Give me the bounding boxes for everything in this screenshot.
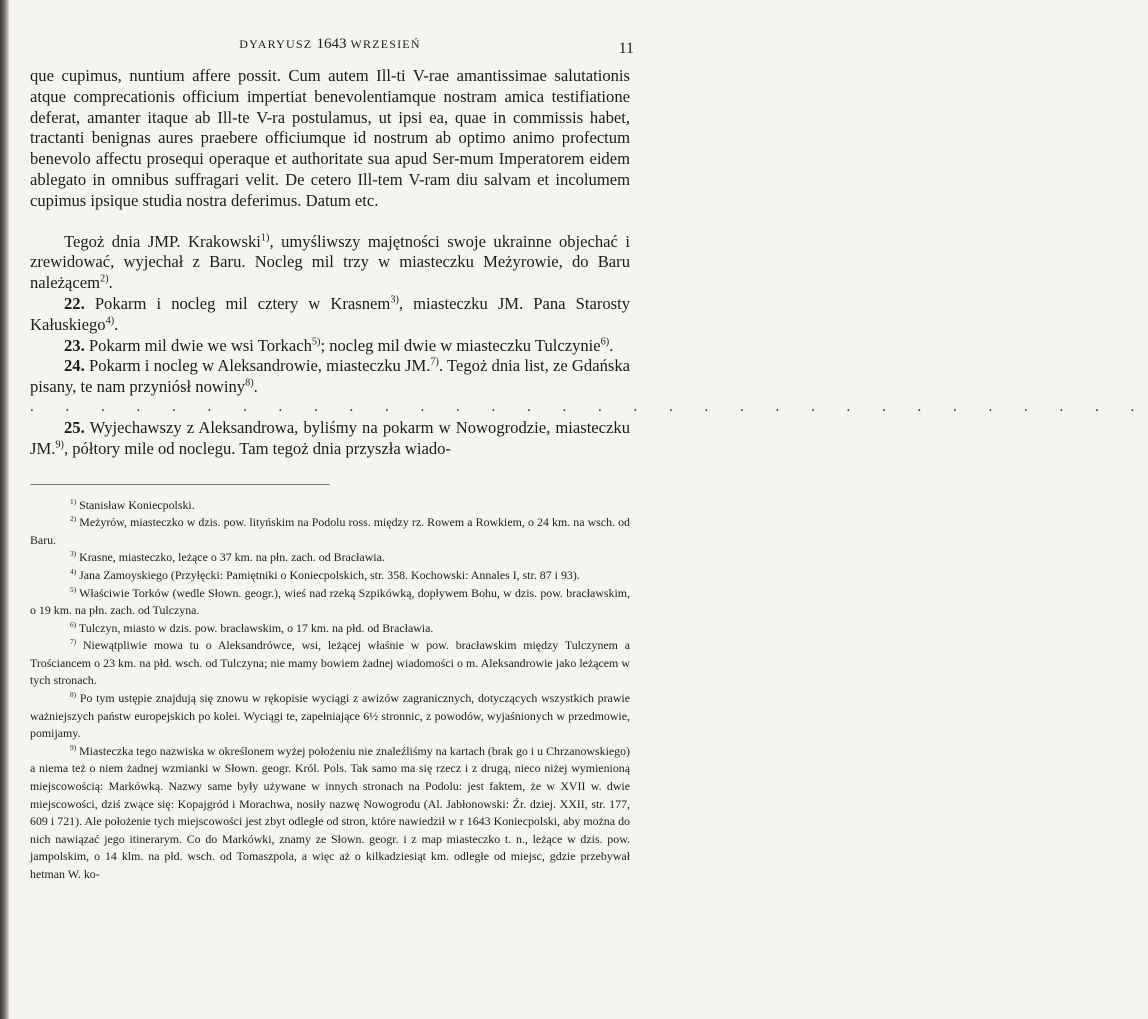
footnote-mark: 8) (70, 690, 77, 700)
footnote-text: Meżyrów, miasteczko w dzis. pow. lityńskim na Podolu ross. między rz. Rowem a Rowkiem, o 24 km. na wsch. od Baru. (30, 515, 630, 547)
text-run: Tegoż dnia JMP. Krakowski (64, 231, 261, 251)
main-text (30, 66, 1148, 460)
text-run: . (114, 314, 119, 334)
footnote-mark: 7) (70, 637, 77, 647)
footnote-mark: 9) (70, 742, 77, 752)
footnote-text: Po tym ustępie znajdują się znowu w rękopisie wyciągi z awizów zagranicznych, dotyczących wszystkich prawie ważniejszych państw europejskich po kolei. Wyciągi te, zapełniające 6½ stronnic, z powodów, wyjaśnionych w przedmowie, pomijamy. (30, 691, 630, 741)
text-run: . (253, 377, 258, 397)
entry-day-22 (30, 294, 630, 336)
text-run: , półtory mile od noclegu. Tam tegoż dnia przyszła wiado- (63, 438, 451, 458)
footnote-mark: 5) (70, 584, 77, 594)
footnote-ref-3: 3) (390, 294, 399, 306)
footnote-mark: 4) (70, 566, 77, 576)
entry-day-25 (30, 418, 630, 460)
footnote-text: Jana Zamoyskiego (Przyłęcki: Pamiętniki o Koniecpolskich, str. 358. Kochowski: Annales I, str. 87 i 93). (76, 567, 580, 582)
text-run: , miasteczku JM. Pana Starosty Kałuskiego (30, 293, 631, 334)
text-run: Pokarm mil dwie we wsi Torkach (84, 335, 312, 355)
footnote-text: Niewątpliwie mowa tu o Aleksandrówce, wsi, leżącej właśnie w pow. bracławskim między Tulczynem a Trościancem o 23 km. na płd. wsch. od Tulczyna; nie mamy bowiem żadnej wiadomości o m. Aleksandrowie jako leżącem w tych stronach. (30, 638, 630, 688)
footnote-7 (30, 637, 630, 690)
footnote-ref-1: 1) (260, 232, 270, 244)
text-run: . (108, 273, 113, 293)
footnote-mark: 1) (70, 496, 77, 506)
ellipsis-row: . . . . . . . . . . . . . . . . . . . . . . . . . . . . . . . . (30, 398, 1148, 415)
paragraph-gap (30, 212, 630, 232)
footnote-divider (30, 484, 330, 485)
page (30, 36, 1148, 884)
footnote-mark: 6) (70, 619, 77, 629)
header-year: 1643 (316, 36, 347, 52)
footnote-ref-6: 6) (600, 336, 610, 348)
text-run: , umyśliwszy majętności swoje ukrainne objechać i zrewidować, wyjechał z Baru. Nocleg mil trzy w miasteczku Meżyrowie, do Baru należącem (30, 231, 631, 293)
footnote-2 (30, 514, 630, 549)
footnote-ref-4: 4) (105, 315, 115, 327)
footnote-ref-9: 9) (55, 439, 64, 451)
footnote-9 (30, 743, 630, 884)
footnote-5 (30, 585, 630, 620)
text-run: Pokarm i nocleg w Aleksandrowie, miasteczku JM. (84, 356, 431, 376)
footnote-4 (30, 567, 630, 585)
entry-day-24 (30, 356, 630, 398)
footnote-text: Tulczyn, miasto w dzis. pow. bracławskim, o 17 km. na płd. od Bracławia. (76, 620, 434, 635)
day-number: 22. (64, 293, 85, 313)
day-number: 24. (64, 356, 85, 376)
footnote-ref-8: 8) (245, 377, 254, 389)
paragraph-tegoz-dnia (30, 232, 630, 294)
entry-day-23 (30, 336, 630, 357)
day-number: 25. (64, 417, 85, 437)
footnote-3 (30, 549, 630, 567)
text-run: ; nocleg mil dwie w miasteczku Tulczynie (320, 335, 601, 355)
text-run: Pokarm i nocleg mil cztery w Krasnem (84, 293, 391, 313)
footnote-ref-5: 5) (311, 336, 321, 348)
book-binding-edge (0, 0, 9, 1019)
footnote-ref-7: 7) (430, 356, 439, 368)
text-run: . Tegoż dnia list, ze Gdańska pisany, te nam przyniósł nowiny (30, 356, 630, 397)
running-title (30, 36, 630, 53)
footnote-6 (30, 620, 630, 638)
header-title-right: WRZESIEŃ (350, 37, 421, 51)
text-run: . (609, 335, 614, 355)
latin-paragraph: que cupimus, nuntium affere possit. Cum autem Ill-ti V-rae amantissimae salutationis atque comprecationis officium impertiat benevolentiamque nostram amica testifiatione deferat, amanter itaque ab Ill-te V-ra postulamus, ut ipsi ea, quae in commissis habet, tractanti benignas aures praebere officiumque id nostrum ab optimo animo profectum benevolo affectu prosequi operaque et authoritate sua apud Ser-mum Imperatorem eidem ablegato in omnibus suffragari velit. De cetero Ill-tem V-ram diu salvam et incolumem cupimus ipsique studia nostra deferimus. Datum etc. (30, 66, 630, 210)
footnote-text: Właściwie Torków (wedle Słown. geogr.), wieś nad rzeką Szpikówką, dopływem Bohu, w dzis. pow. bracławskim, o 19 km. na płn. zach. od Tulczyna. (30, 585, 630, 618)
page-number: 11 (618, 40, 634, 57)
footnote-mark: 2) (70, 514, 77, 524)
running-header (30, 36, 634, 66)
text-run: Wyjechawszy z Aleksandrowa, byliśmy na pokarm w Nowogrodzie, miasteczku JM. (30, 417, 630, 458)
footnote-text: Miasteczka tego nazwiska w określonem wyżej położeniu nie znaleźliśmy na kartach (brak go i u Chrzanowskiego) a niema też o niem żadnej wzmianki w Słown. geogr. Król. Pols. Tak samo ma się rzecz i z drugą, nieco niżej wymienioną miejscowością: Markówką. Nazwy same były używane w innych stronach na Podolu: jest faktem, że w XVII w. dwie miejscowości, dziś zwące się: Kopajgród i Morachwa, nosiły nazwę Nowogrodu (Al. Jabłonowski: Źr. dziej. XXII, str. 177, 609 i 721). Ale położenie tych miejscowości jest zbyt odległe od stron, które nawiedził w r 1643 Koniecpolski, aby można do nich nawiązać jego itinerarym. Co do Markówki, znamy ze Słown. geogr. i z map miasteczko t. n., leżące w dzis. pow. jampolskim, o 14 klm. na płd. wsch. od Tomaszpola, a więc aż o kilkadziesiąt km. odległe od miejsc, gdzie przebywał hetman W. ko- (30, 743, 630, 882)
footnote-1 (30, 497, 630, 515)
footnote-text: Stanisław Koniecpolski. (76, 497, 195, 512)
footnote-text: Krasne, miasteczko, leżące o 37 km. na płn. zach. od Bracławia. (76, 550, 385, 565)
header-title-left: DYARYUSZ (239, 37, 313, 51)
footnotes (30, 497, 630, 884)
footnote-ref-2: 2) (100, 273, 109, 285)
footnote-mark: 3) (70, 549, 77, 559)
footnote-8 (30, 690, 630, 743)
day-number: 23. (64, 335, 85, 355)
